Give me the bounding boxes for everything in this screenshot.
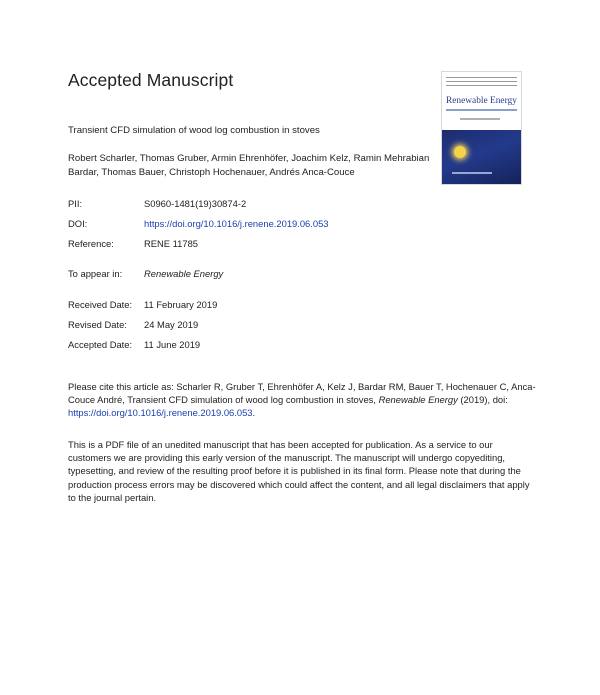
- received-value: 11 February 2019: [144, 299, 218, 310]
- journal-name: Renewable Energy: [144, 268, 224, 279]
- accepted-row: [68, 339, 200, 350]
- received-row: [68, 299, 217, 310]
- citation-middle: (2019), doi:: [457, 394, 508, 406]
- citation-suffix: .: [252, 407, 256, 419]
- article-authors: Robert Scharler, Thomas Gruber, Armin Ehrenhöfer, Joachim Kelz, Ramin Mehrabian Bardar, Thomas Bauer, Christoph Hochenauer, Andrés Anca-Couce: [68, 153, 430, 178]
- citation-journal: Renewable Energy: [378, 394, 458, 406]
- citation-paragraph: [68, 380, 538, 420]
- article-title: Transient CFD simulation of wood log combustion in stoves: [68, 125, 320, 136]
- sun-icon: [454, 146, 466, 158]
- pii-row: [68, 198, 246, 209]
- pii-value: S0960-1481(19)30874-2: [144, 198, 247, 209]
- reference-value: RENE 11785: [144, 238, 199, 249]
- revised-row: [68, 319, 198, 330]
- cover-journal-name: Renewable Energy: [446, 96, 517, 106]
- revised-value: 24 May 2019: [144, 319, 199, 330]
- reference-label: Reference:: [68, 238, 114, 249]
- appear-label: To appear in:: [68, 268, 123, 279]
- revised-label: Revised Date:: [68, 319, 127, 330]
- doi-row: [68, 218, 329, 229]
- appear-row: [68, 268, 223, 279]
- citation-prefix: Please cite this article as: Scharler R, Gruber T, Ehrenhöfer A, Kelz J, Bardar RM, Bauer T, Hochenauer C, Anca-Couce André, Transient CFD simulation of wood log combustion in stoves,: [68, 381, 536, 406]
- disclaimer-paragraph: This is a PDF file of an unedited manuscript that has been accepted for publication. As a service to our customers we are providing this early version of the manuscript. The manuscript will undergo copyediting, typesetting, and review of the resulting proof before it is published in its final form. Please note that during the production process errors may be discovered which could affect the content, and all legal disclaimers that apply to the journal pertain.: [68, 439, 530, 503]
- doi-link[interactable]: https://doi.org/10.1016/j.renene.2019.06.053: [144, 218, 329, 229]
- reference-row: [68, 238, 198, 249]
- received-label: Received Date:: [68, 299, 133, 310]
- pii-label: PII:: [68, 198, 83, 209]
- accepted-label: Accepted Date:: [68, 339, 133, 350]
- accepted-value: 11 June 2019: [144, 339, 201, 350]
- page-title: Accepted Manuscript: [68, 70, 234, 90]
- journal-cover-image: [441, 71, 522, 185]
- citation-doi-link[interactable]: https://doi.org/10.1016/j.renene.2019.06.053: [68, 407, 253, 419]
- doi-label: DOI:: [68, 218, 88, 229]
